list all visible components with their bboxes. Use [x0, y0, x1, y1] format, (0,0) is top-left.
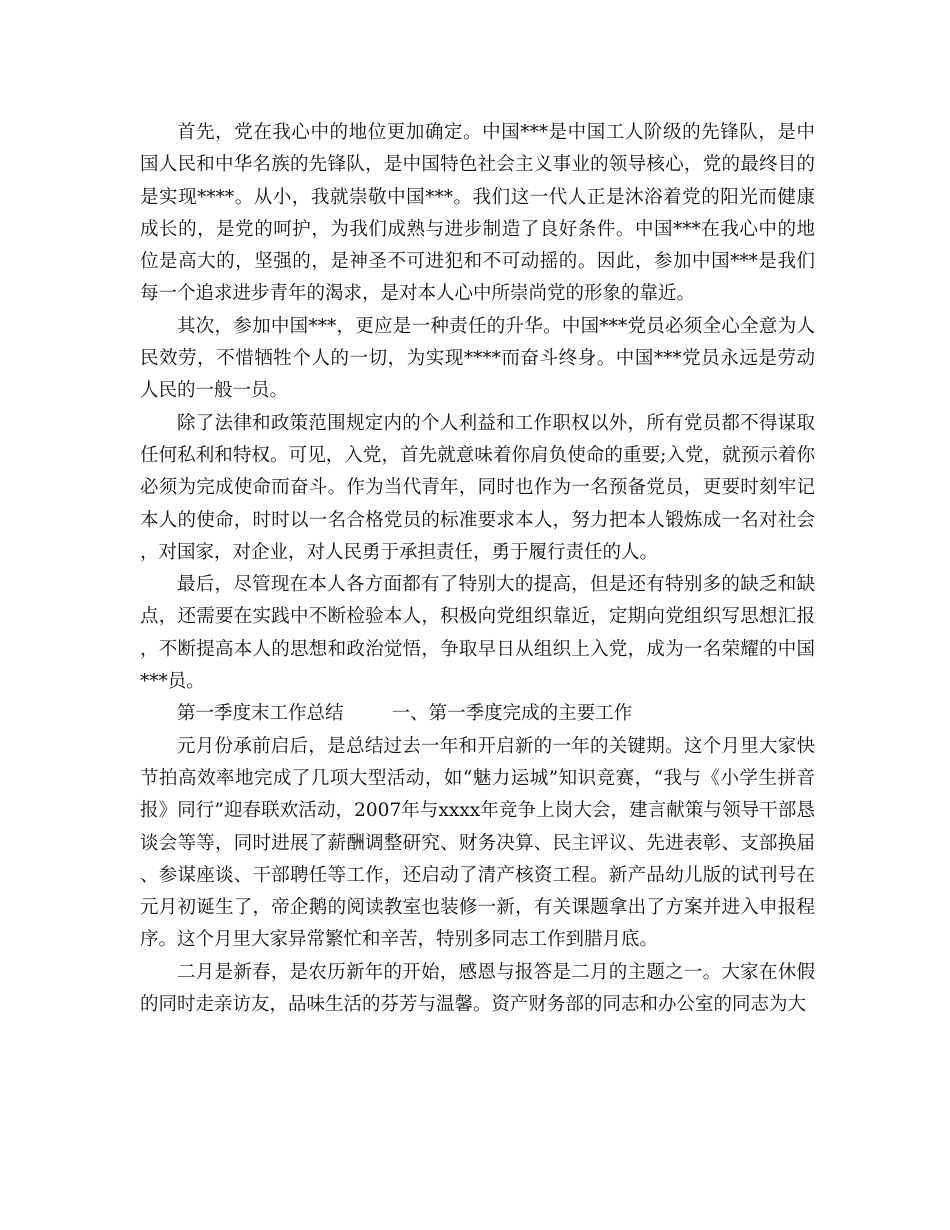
summary-heading-line	[140, 698, 815, 730]
paragraph-responsibility: 其次，参加中国***，更应是一种责任的升华。中国***党员必须全心全意为人民效劳，不惜牺牲个人的一切，为实现****而奋斗终身。中国***党员永远是劳动人民的一般一员。	[140, 315, 815, 402]
document-page	[140, 117, 815, 1021]
paragraph-party-position: 首先，党在我心中的地位更加确定。中国***是中国工人阶级的先锋队，是中国人民和中华名族的先锋队，是中国特色社会主义事业的领导核心，党的最终目的是实现****。从小，我就崇敬中国***。我们这一代人正是沐浴着党的阳光而健康成长的，是党的呵护，为我们成熟与进步制造了良好条件。中国***在我心中的地位是高大的，坚强的，是神圣不可进犯和不可动摇的。因此，参加中国***是我们每一个追求进步青年的渴求，是对本人心中所崇尚党的形象的靠近。	[140, 122, 815, 305]
paragraph-january: 元月份承前启后，是总结过去一年和开启新的一年的关键期。这个月里大家快节拍高效率地完成了几项大型活动，如“魅力运城”知识竞赛，“我与《小学生拼音报》同行”迎春联欢活动，2007年与xxxx年竞争上岗大会，建言献策与领导干部恳谈会等等，同时进展了薪酬调整研究、财务决算、民主评议、先进表彰、支部换届、参谋座谈、干部聘任等工作，还启动了清产核资工程。新产品幼儿版的试刊号在元月初诞生了，帝企鹅的阅读教室也装修一新，有关课题拿出了方案并进入申报程序。这个月里大家异常繁忙和辛苦，特别多同志工作到腊月底。	[140, 735, 815, 951]
paragraph-mission: 除了法律和政策范围规定内的个人利益和工作职权以外，所有党员都不得谋取任何私利和特权。可见，入党，首先就意味着你肩负使命的重要;入党，就预示着你必须为完成使命而奋斗。作为当代青年，同时也作为一名预备党员，更要时刻牢记本人的使命，时时以一名合格党员的标准要求本人，努力把本人锻炼成一名对社会，对国家，对企业，对人民勇于承担责任，勇于履行责任的人。	[140, 412, 815, 563]
summary-title: 第一季度末工作总结	[177, 703, 344, 725]
summary-section-heading: 一、第一季度完成的主要工作	[391, 703, 633, 725]
paragraph-conclusion: 最后，尽管现在本人各方面都有了特别大的提高，但是还有特别多的缺乏和缺点，还需要在实践中不断检验本人，积极向党组织靠近，定期向党组织写思想汇报，不断提高本人的思想和政治觉悟，争取早日从组织上入党，成为一名荣耀的中国***员。	[140, 574, 815, 693]
paragraph-february: 二月是新春，是农历新年的开始，感恩与报答是二月的主题之一。大家在休假的同时走亲访友，品味生活的芬芳与温馨。资产财务部的同志和办公室的同志为大	[140, 961, 815, 1016]
